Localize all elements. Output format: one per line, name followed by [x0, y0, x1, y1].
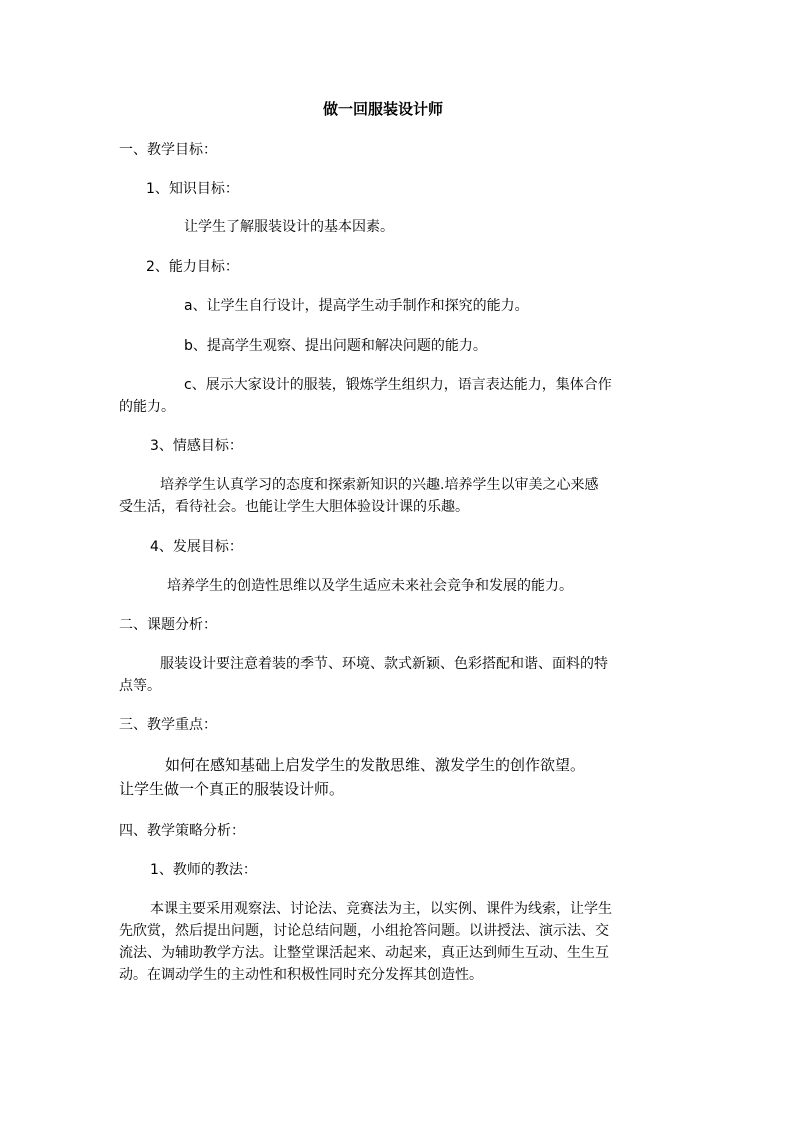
- subheading-development: 4、发展目标：: [150, 539, 243, 555]
- ability-item-c-line2: 的能力。: [119, 399, 175, 415]
- key-points-text-line2: 让学生做一个真正的服装设计师。: [119, 780, 345, 798]
- analysis-text-line2: 点等。: [119, 678, 161, 694]
- emotion-text-line2: 受生活，看待社会。也能让学生大胆体验设计课的乐趣。: [119, 499, 469, 515]
- key-points-text-line1: 如何在感知基础上启发学生的发散思维、激发学生的创作欲望。: [165, 756, 586, 774]
- teacher-method-line1: 本课主要采用观察法、讨论法、竞赛法为主，以实例、课件为线索，让学生: [150, 901, 612, 917]
- analysis-text-line1: 服装设计要注意着装的季节、环境、款式新颖、色彩搭配和谐、面料的特: [160, 656, 608, 672]
- section-heading-goals: 一、教学目标：: [119, 142, 217, 158]
- section-heading-analysis: 二、课题分析：: [119, 617, 217, 633]
- page-title: 做一回服装设计师: [323, 100, 444, 118]
- ability-item-a: a、让学生自行设计，提高学生动手制作和探究的能力。: [184, 298, 529, 314]
- section-heading-strategy: 四、教学策略分析：: [119, 823, 245, 839]
- subheading-teacher-method: 1、教师的教法：: [150, 862, 257, 878]
- subheading-knowledge: 1、知识目标：: [146, 181, 239, 197]
- subheading-emotion: 3、情感目标：: [150, 438, 243, 454]
- emotion-text-line1: 培养学生认真学习的态度和探索新知识的兴趣.培养学生以审美之心来感: [160, 477, 599, 493]
- subheading-ability: 2、能力目标：: [146, 259, 239, 275]
- teacher-method-line4: 动。在调动学生的主动性和积极性同时充分发挥其创造性。: [119, 967, 483, 983]
- ability-item-c-line1: c、展示大家设计的服装，锻炼学生组织力，语言表达能力，集体合作: [184, 377, 612, 393]
- knowledge-text: 让学生了解服装设计的基本因素。: [184, 219, 394, 235]
- teacher-method-line2: 先欣赏，然后提出问题，讨论总结问题，小组抢答问题。以讲授法、演示法、交: [119, 923, 609, 939]
- teacher-method-line3: 流法、为辅助教学方法。让整堂课活起来、动起来，真正达到师生互动、生生互: [119, 945, 609, 961]
- section-heading-key-points: 三、教学重点：: [119, 717, 217, 733]
- ability-item-b: b、提高学生观察、提出问题和解决问题的能力。: [184, 338, 487, 354]
- development-text: 培养学生的创造性思维以及学生适应未来社会竞争和发展的能力。: [167, 578, 573, 594]
